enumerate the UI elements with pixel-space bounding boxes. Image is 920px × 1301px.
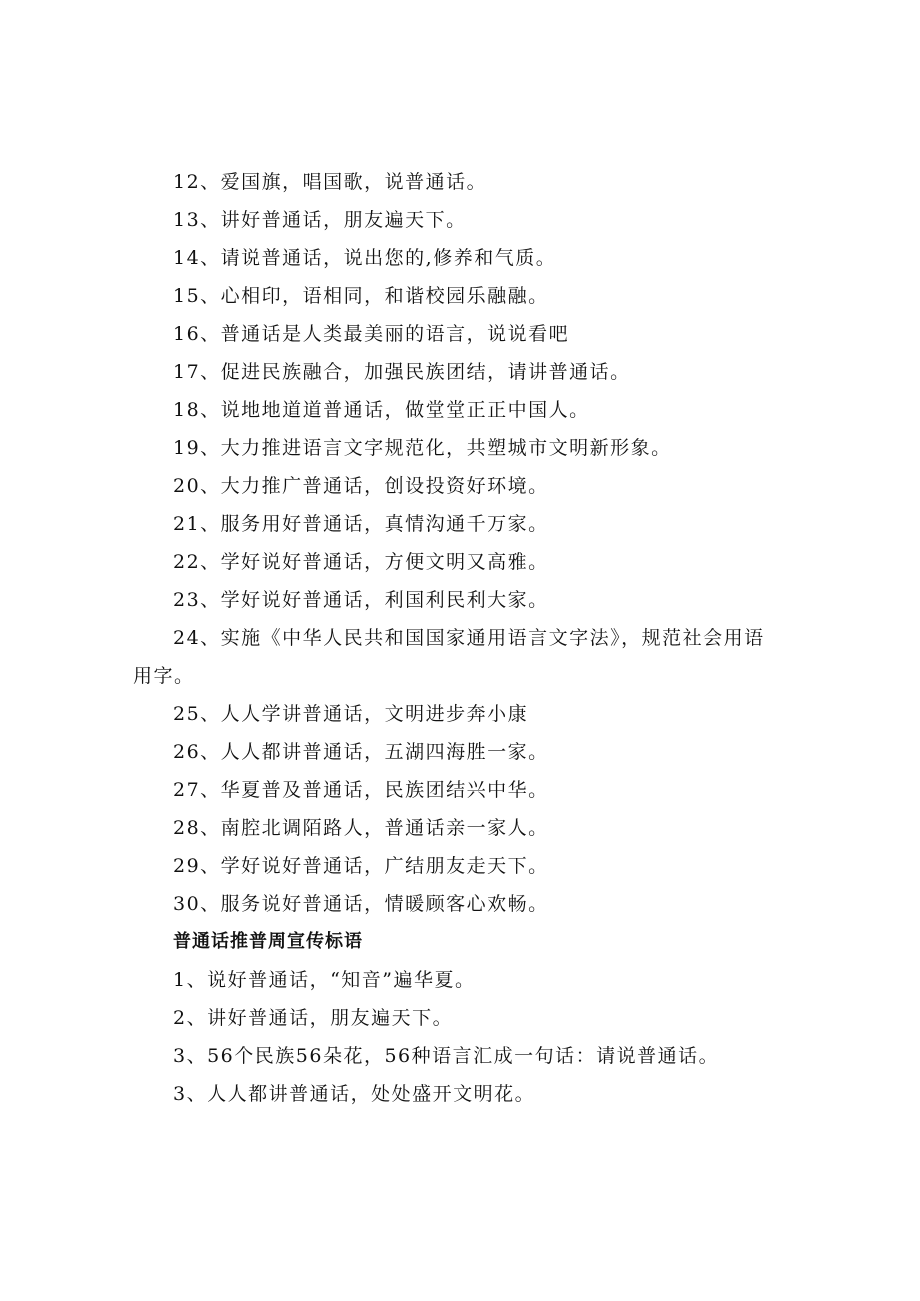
list-item: 15、心相印，语相同，和谐校园乐融融。 <box>173 285 549 307</box>
document-body <box>133 163 773 1113</box>
list-item: 18、说地地道道普通话，做堂堂正正中国人。 <box>173 399 590 421</box>
list-item: 12、爱国旗，唱国歌，说普通话。 <box>173 171 488 193</box>
list-item: 13、讲好普通话，朋友遍天下。 <box>173 209 467 231</box>
list-item: 23、学好说好普通话，利国利民利大家。 <box>173 589 549 611</box>
list-item: 22、学好说好普通话，方便文明又高雅。 <box>173 551 549 573</box>
list-item: 20、大力推广普通话，创设投资好环境。 <box>173 475 549 497</box>
list-item: 30、服务说好普通话，情暖顾客心欢畅。 <box>173 893 549 915</box>
list-item: 1、说好普通话，“知音”遍华夏。 <box>173 969 476 991</box>
list-item: 16、普通话是人类最美丽的语言，说说看吧 <box>173 323 570 345</box>
list-item: 14、请说普通话，说出您的,修养和气质。 <box>173 247 557 269</box>
list-item: 3、人人都讲普通话，处处盛开文明花。 <box>173 1083 536 1105</box>
list-item: 3、56个民族56朵花，56种语言汇成一句话：请说普通话。 <box>173 1045 720 1067</box>
list-item: 19、大力推进语言文字规范化，共塑城市文明新形象。 <box>173 437 672 459</box>
list-item: 29、学好说好普通话，广结朋友走天下。 <box>173 855 549 877</box>
list-item: 26、人人都讲普通话，五湖四海胜一家。 <box>173 741 549 763</box>
section-heading: 普通话推普周宣传标语 <box>173 931 363 952</box>
list-item: 27、华夏普及普通话，民族团结兴中华。 <box>173 779 549 801</box>
list-item: 21、服务用好普通话，真情沟通千万家。 <box>173 513 549 535</box>
list-item: 25、人人学讲普通话，文明进步奔小康 <box>173 703 529 725</box>
list-item: 28、南腔北调陌路人，普通话亲一家人。 <box>173 817 549 839</box>
list-item-wrapped: 24、实施《中华人民共和国国家通用语言文字法》，规范社会用语用字。 <box>133 627 765 687</box>
list-item: 17、促进民族融合，加强民族团结，请讲普通话。 <box>173 361 631 383</box>
list-item: 2、讲好普通话，朋友遍天下。 <box>173 1007 454 1029</box>
